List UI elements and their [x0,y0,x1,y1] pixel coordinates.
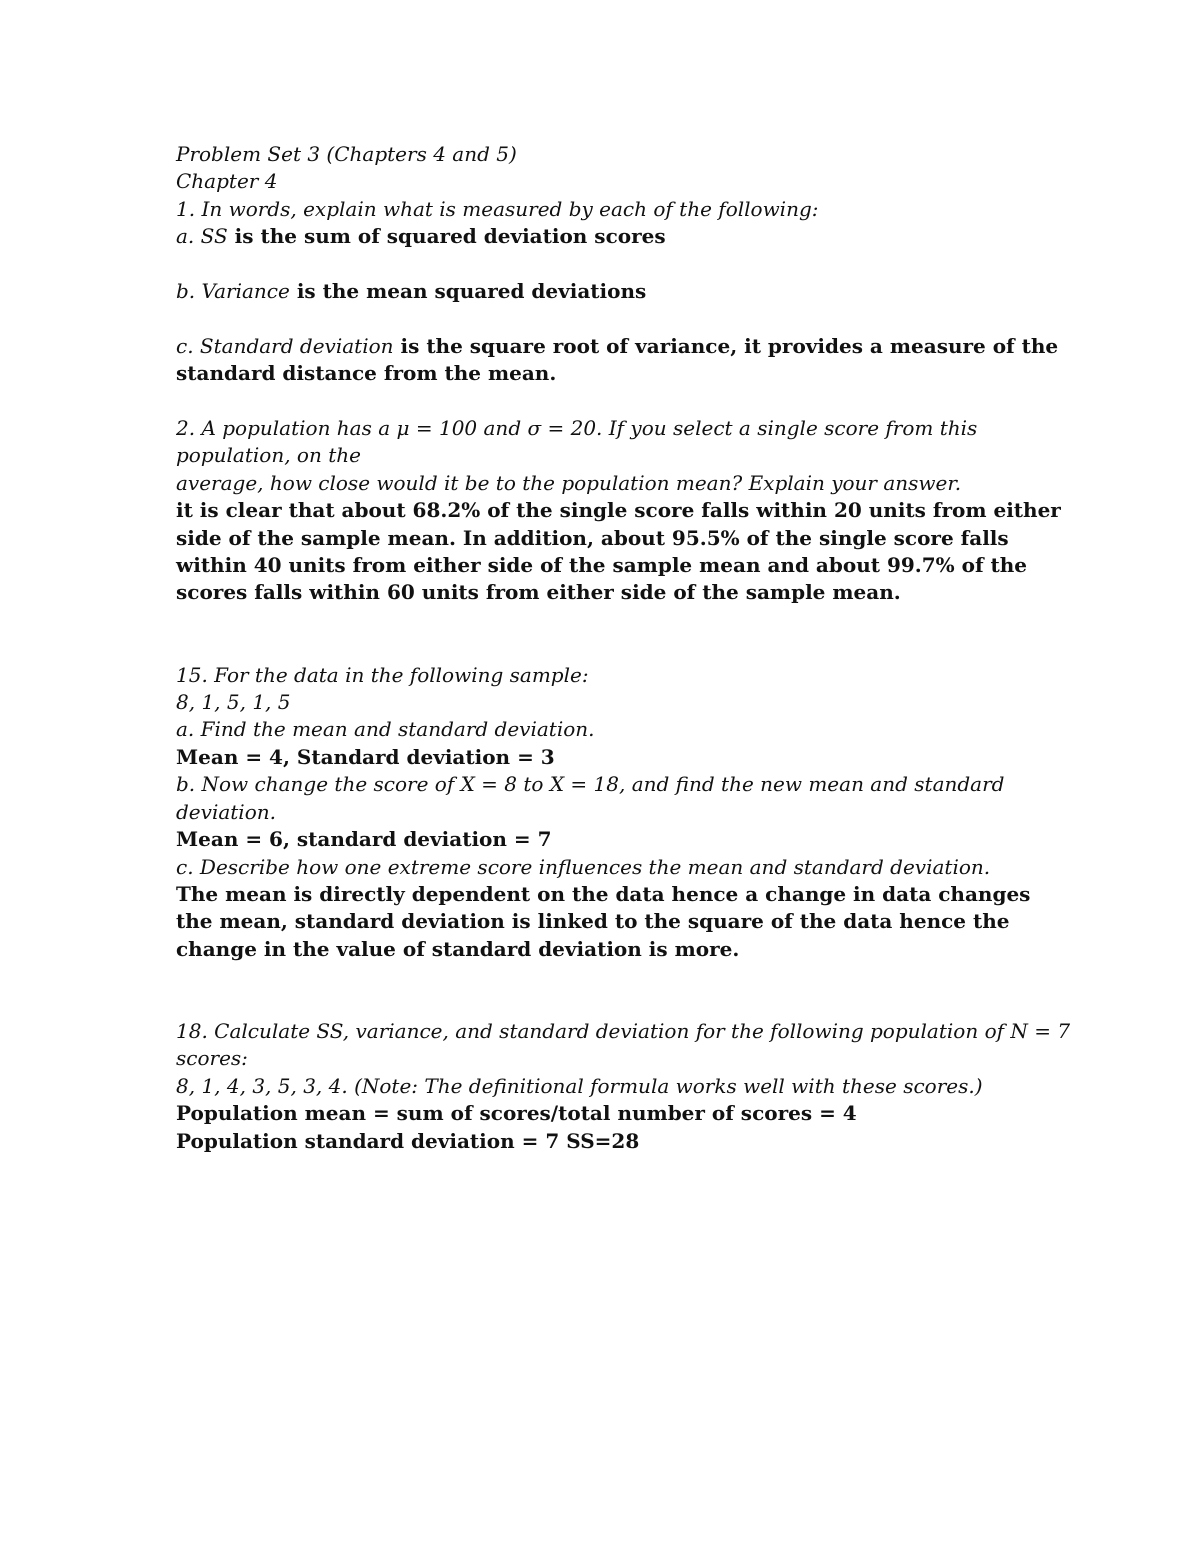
q15c-answer-3: change in the value of standard deviation is more. [176,936,740,961]
q1-prompt: 1. In words, explain what is measured by each of the following: [176,196,819,221]
q18-prompt-1: 18. Calculate SS, variance, and standard deviation for the following population of N = 7 [176,1018,1071,1043]
q2-prompt-3: average, how close would it be to the population mean? Explain your answer. [176,470,962,495]
q15b-prompt-2: deviation. [176,799,276,824]
q1c-line [176,333,1059,360]
q1c-answer-1: is the square root of variance, it provides a measure of the [393,333,1059,358]
q15c-answer-1: The mean is directly dependent on the data hence a change in data changes [176,881,1031,906]
q15b-answer: Mean = 6, standard deviation = 7 [176,827,552,852]
document-title: Problem Set 3 (Chapters 4 and 5) [176,142,517,166]
q18-prompt-3: 8, 1, 4, 3, 5, 3, 4. (Note: The definitional formula works well with these scores.) [176,1073,983,1098]
q15c-answer-2: the mean, standard deviation is linked to the square of the data hence the [176,909,1010,934]
q15a-answer: Mean = 4, Standard deviation = 3 [176,744,555,769]
q18-answer-1: Population mean = sum of scores/total number of scores = 4 [176,1101,857,1126]
q2-answer-1: it is clear that about 68.2% of the single score falls within 20 units from either [176,498,1061,523]
q2-answer-3: within 40 units from either side of the sample mean and about 99.7% of the [176,553,1028,578]
chapter-heading: Chapter 4 [176,169,278,194]
q1a-label: a. SS [176,224,228,249]
q1a-line [176,223,1056,250]
q1a-answer: is the sum of squared deviation scores [227,224,666,249]
q2-answer-4: scores falls within 60 units from either side of the sample mean. [176,580,901,605]
q18-answer-2: Population standard deviation = 7 SS=28 [176,1128,640,1153]
q1c-label: c. Standard deviation [176,333,394,358]
q1c-answer-2: standard distance from the mean. [176,361,557,386]
q15b-prompt-1: b. Now change the score of X = 8 to X = 18, and find the new mean and standard [176,772,1005,797]
q15c-prompt: c. Describe how one extreme score influences the mean and standard deviation. [176,854,991,879]
q2-prompt-2: population, on the [176,443,361,468]
q2-answer-2: side of the sample mean. In addition, about 95.5% of the single score falls [176,525,1009,550]
q15-data: 8, 1, 5, 1, 5 [176,690,291,715]
document-page [176,141,1071,1155]
q1b-line [176,278,1056,305]
q15a-prompt: a. Find the mean and standard deviation. [176,717,595,742]
q15-prompt: 15. For the data in the following sample: [176,662,589,687]
q1b-answer: is the mean squared deviations [289,279,647,304]
q18-prompt-2: scores: [176,1046,248,1071]
q2-prompt-1: 2. A population has a μ = 100 and σ = 20. If you select a single score from this [176,416,978,441]
q1b-label: b. Variance [176,279,290,304]
